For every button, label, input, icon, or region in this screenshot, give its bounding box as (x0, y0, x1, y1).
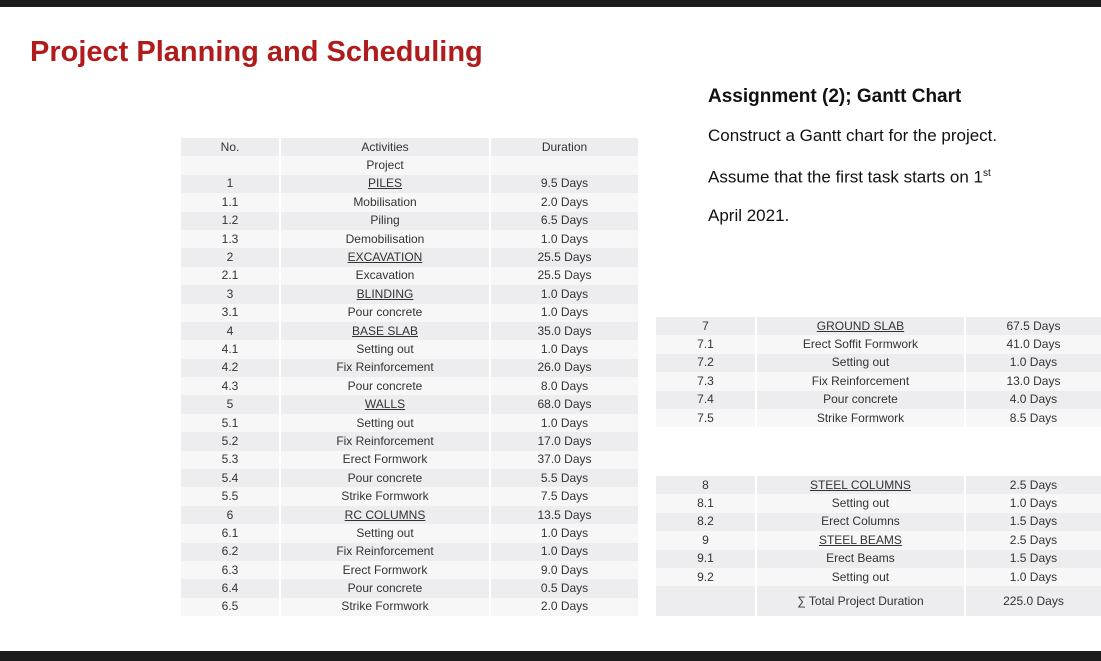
table-row (181, 543, 638, 561)
cell-duration: 13.5 Days (490, 506, 638, 524)
cell-no: 5.3 (181, 451, 280, 469)
table-row (181, 524, 638, 542)
cell-activity: Setting out (756, 354, 965, 372)
cell-duration: 1.0 Days (490, 340, 638, 358)
table-row (181, 267, 638, 285)
table-row (656, 372, 1101, 390)
table-row (181, 561, 638, 579)
cell-no: 3 (181, 285, 280, 303)
cell-duration: 1.0 Days (490, 285, 638, 303)
table-row (181, 432, 638, 450)
cell-activity: Pour concrete (280, 469, 490, 487)
cell-no: 9.1 (656, 550, 756, 568)
cell-no: 1.2 (181, 212, 280, 230)
cell-duration: 35.0 Days (490, 322, 638, 340)
total-no (656, 586, 756, 616)
cell-no: 6.4 (181, 579, 280, 597)
cell-no: 5.4 (181, 469, 280, 487)
cell-duration: 1.0 Days (490, 524, 638, 542)
bottom-border (0, 651, 1101, 661)
cell-duration: 9.5 Days (490, 175, 638, 193)
table-row (181, 414, 638, 432)
cell-activity: Pour concrete (280, 377, 490, 395)
cell-duration: 1.0 Days (490, 414, 638, 432)
cell-duration: 1.5 Days (965, 513, 1101, 531)
ground-slab-table (656, 317, 1101, 427)
table-row (181, 212, 638, 230)
cell-duration: 6.5 Days (490, 212, 638, 230)
table-row (656, 550, 1101, 568)
cell-no: 6.1 (181, 524, 280, 542)
cell-duration: 37.0 Days (490, 451, 638, 469)
cell-activity: Setting out (280, 414, 490, 432)
cell-no: 6.5 (181, 598, 280, 616)
cell-duration: 9.0 Days (490, 561, 638, 579)
cell-activity: Pour concrete (756, 391, 965, 409)
cell-activity: Setting out (756, 494, 965, 512)
cell-duration: 8.5 Days (965, 409, 1101, 427)
table-row (656, 409, 1101, 427)
cell-activity: Fix Reinforcement (280, 543, 490, 561)
cell-no: 7.2 (656, 354, 756, 372)
cell-duration: 17.0 Days (490, 432, 638, 450)
table-row (181, 285, 638, 303)
cell-duration: 7.5 Days (490, 487, 638, 505)
cell-activity: Pour concrete (280, 579, 490, 597)
cell-no: 2.1 (181, 267, 280, 285)
cell-duration: 1.0 Days (965, 354, 1101, 372)
cell-activity: Piling (280, 212, 490, 230)
assignment-block (708, 86, 1088, 244)
assignment-line-2-text: Assume that the first task starts on 1 (708, 167, 983, 187)
cell-activity: STEEL COLUMNS (756, 476, 965, 494)
cell-activity: Excavation (280, 267, 490, 285)
assignment-line-2 (708, 164, 1088, 188)
cell-no: 7.5 (656, 409, 756, 427)
cell-no: 9.2 (656, 568, 756, 586)
total-row (656, 586, 1101, 616)
table-header-row (181, 138, 638, 156)
cell-activity: Erect Soffit Formwork (756, 335, 965, 353)
table-row (181, 377, 638, 395)
table-row (656, 476, 1101, 494)
cell-no: 1.1 (181, 193, 280, 211)
assignment-heading: Assignment (2); Gantt Chart (708, 86, 962, 107)
cell-activity: Erect Formwork (280, 561, 490, 579)
table-row (656, 513, 1101, 531)
cell-duration: 4.0 Days (965, 391, 1101, 409)
cell-no: 4.1 (181, 340, 280, 358)
activities-table (181, 138, 638, 616)
cell-no: 7.3 (656, 372, 756, 390)
cell-activity: Erect Formwork (280, 451, 490, 469)
cell-activity: GROUND SLAB (756, 317, 965, 335)
table-row (656, 317, 1101, 335)
table-row (181, 193, 638, 211)
cell-no: 4.2 (181, 359, 280, 377)
cell-no: 8 (656, 476, 756, 494)
table-row (181, 304, 638, 322)
cell-no: 7 (656, 317, 756, 335)
table-row (181, 579, 638, 597)
cell-duration: 0.5 Days (490, 579, 638, 597)
cell-no: 1.3 (181, 230, 280, 248)
cell-no: 7.4 (656, 391, 756, 409)
cell-no: 6.3 (181, 561, 280, 579)
cell-duration: 1.0 Days (965, 494, 1101, 512)
cell-activity: Strike Formwork (280, 487, 490, 505)
table-row (181, 451, 638, 469)
cell-activity: Strike Formwork (756, 409, 965, 427)
table-row (181, 175, 638, 193)
cell-activity: Setting out (756, 568, 965, 586)
page-title: Project Planning and Scheduling (30, 36, 483, 68)
cell-no: 6.2 (181, 543, 280, 561)
cell-no: 5.1 (181, 414, 280, 432)
assignment-line-1: Construct a Gantt chart for the project. (708, 126, 998, 145)
table-row (656, 354, 1101, 372)
table-row (656, 335, 1101, 353)
table-row (181, 359, 638, 377)
cell-activity: Strike Formwork (280, 598, 490, 616)
cell-duration: 67.5 Days (965, 317, 1101, 335)
cell-activity: RC COLUMNS (280, 506, 490, 524)
steel-table (656, 476, 1101, 616)
cell-activity: EXCAVATION (280, 248, 490, 266)
cell-no: 2 (181, 248, 280, 266)
cell-duration: 25.5 Days (490, 267, 638, 285)
cell-duration: 26.0 Days (490, 359, 638, 377)
subheader-no (181, 156, 280, 174)
cell-activity: Fix Reinforcement (280, 359, 490, 377)
cell-duration: 2.0 Days (490, 598, 638, 616)
table-row (181, 469, 638, 487)
cell-activity: WALLS (280, 395, 490, 413)
cell-no: 7.1 (656, 335, 756, 353)
cell-duration: 1.0 Days (490, 230, 638, 248)
table-row (181, 340, 638, 358)
cell-no: 4.3 (181, 377, 280, 395)
cell-activity: PILES (280, 175, 490, 193)
assignment-line-2-sup: st (982, 168, 991, 179)
cell-no: 5 (181, 395, 280, 413)
table-subheader-row (181, 156, 638, 174)
cell-no: 9 (656, 531, 756, 549)
cell-duration: 68.0 Days (490, 395, 638, 413)
cell-duration: 2.0 Days (490, 193, 638, 211)
table-row (181, 322, 638, 340)
cell-activity: Erect Columns (756, 513, 965, 531)
cell-no: 5.2 (181, 432, 280, 450)
cell-no: 4 (181, 322, 280, 340)
cell-duration: 8.0 Days (490, 377, 638, 395)
cell-duration: 13.0 Days (965, 372, 1101, 390)
cell-duration: 1.5 Days (965, 550, 1101, 568)
table-row (656, 391, 1101, 409)
table-row (656, 494, 1101, 512)
cell-duration: 2.5 Days (965, 531, 1101, 549)
cell-activity: Pour concrete (280, 304, 490, 322)
cell-no: 3.1 (181, 304, 280, 322)
cell-no: 1 (181, 175, 280, 193)
assignment-line-3: April 2021. (708, 205, 790, 225)
header-activities: Activities (280, 138, 490, 156)
cell-duration: 25.5 Days (490, 248, 638, 266)
table-row (181, 487, 638, 505)
table-row (656, 531, 1101, 549)
cell-duration: 1.0 Days (965, 568, 1101, 586)
table-row (656, 568, 1101, 586)
cell-activity: Demobilisation (280, 230, 490, 248)
total-duration: 225.0 Days (965, 586, 1101, 616)
cell-activity: Setting out (280, 340, 490, 358)
cell-no: 6 (181, 506, 280, 524)
cell-duration: 1.0 Days (490, 543, 638, 561)
cell-activity: Mobilisation (280, 193, 490, 211)
table-row (181, 230, 638, 248)
cell-activity: BASE SLAB (280, 322, 490, 340)
cell-activity: Fix Reinforcement (756, 372, 965, 390)
cell-no: 8.2 (656, 513, 756, 531)
header-no: No. (181, 138, 280, 156)
cell-duration: 2.5 Days (965, 476, 1101, 494)
table-row (181, 598, 638, 616)
header-duration: Duration (490, 138, 638, 156)
cell-activity: Fix Reinforcement (280, 432, 490, 450)
cell-activity: BLINDING (280, 285, 490, 303)
total-label: ∑ Total Project Duration (756, 586, 965, 616)
cell-activity: STEEL BEAMS (756, 531, 965, 549)
cell-no: 8.1 (656, 494, 756, 512)
cell-activity: Erect Beams (756, 550, 965, 568)
top-border (0, 0, 1101, 7)
subheader-project: Project (280, 156, 490, 174)
table-row (181, 395, 638, 413)
subheader-duration (490, 156, 638, 174)
cell-duration: 1.0 Days (490, 304, 638, 322)
cell-duration: 5.5 Days (490, 469, 638, 487)
cell-activity: Setting out (280, 524, 490, 542)
table-row (181, 506, 638, 524)
cell-no: 5.5 (181, 487, 280, 505)
table-row (181, 248, 638, 266)
cell-duration: 41.0 Days (965, 335, 1101, 353)
